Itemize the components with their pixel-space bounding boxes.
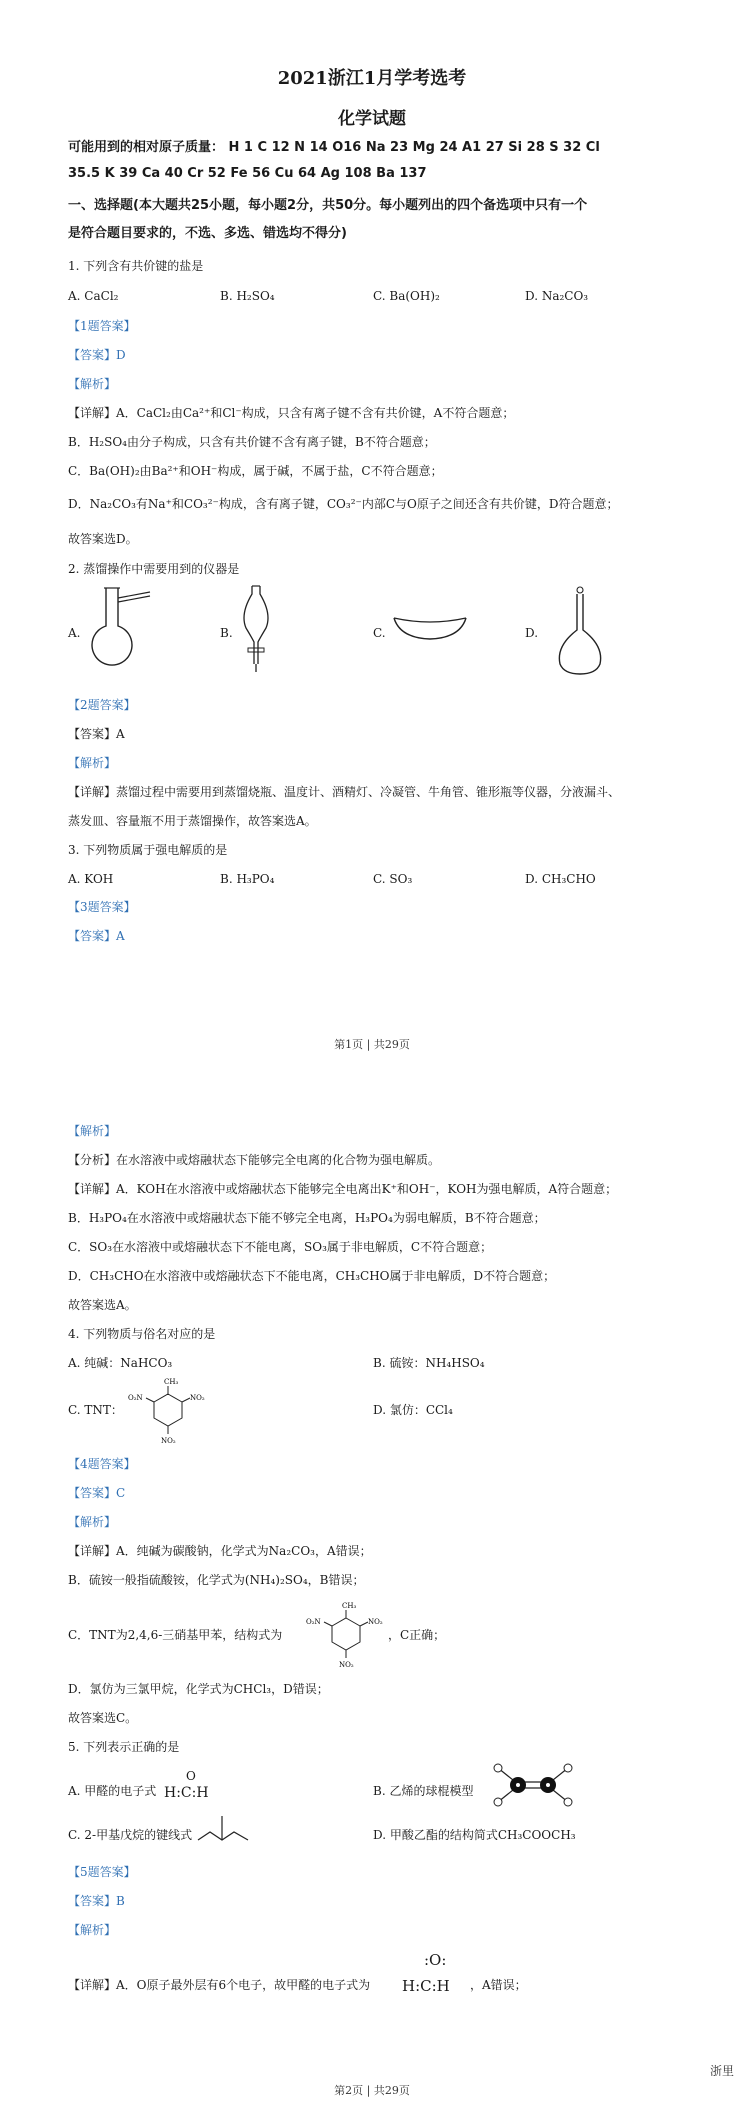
q5-tag: 【5题答案】 — [68, 1865, 136, 1879]
q3-answer: 【答案】A — [68, 929, 125, 943]
svg-text:O₂N: O₂N — [306, 1618, 321, 1626]
q3-fenxi: 【分析】在水溶液中或熔融状态下能够完全电离的化合物为强电解质。 — [68, 1153, 441, 1167]
q1-option-b: B. H₂SO₄ — [220, 289, 275, 303]
q1-stem: 1. 下列含有共价键的盐是 — [68, 259, 204, 273]
q5-option-a-formula: H:C:H — [164, 1785, 209, 1801]
q3-detail-d: D．CH₃CHO在水溶液中或熔融状态下不能电离，CH₃CHO属于非电解质，D不符合题意； — [68, 1269, 556, 1283]
q3-detail-b: B．H₃PO₄在水溶液中或熔融状态下能不够完全电离，H₃PO₄为弱电解质，B不符合题意； — [68, 1211, 546, 1225]
q2-label-a: A. — [68, 626, 81, 640]
q4-option-d: D. 氯仿：CCl₄ — [373, 1403, 453, 1417]
q5-answer: 【答案】B — [68, 1894, 125, 1908]
page-2-footer: 第2页 | 共29页 — [334, 2084, 410, 2097]
q5-option-a: A. 甲醛的电子式 — [68, 1784, 157, 1798]
q4-answer: 【答案】C — [68, 1486, 126, 1500]
q1-detail-d: D．Na₂CO₃有Na⁺和CO₃²⁻构成，含有离子键，CO₃²⁻内部C与O原子之间还含有共价键，D符合题意； — [68, 497, 619, 511]
q1-option-d: D. Na₂CO₃ — [525, 289, 589, 303]
q1-conclusion: 故答案选D。 — [68, 532, 138, 546]
tnt-label-no2-bottom: NO₂ — [161, 1437, 176, 1445]
q3-option-a: A. KOH — [68, 872, 114, 886]
q2-label-c: C. — [373, 626, 386, 640]
section-heading-1: 一、选择题(本大题共25小题，每小题2分，共50分。每小题列出的四个备选项中只有一个 — [68, 198, 588, 213]
q2-label-d: D. — [525, 626, 539, 640]
methylpentane-skeletal-icon — [196, 1812, 252, 1844]
volumetric-flask-icon — [552, 584, 608, 678]
tnt-structure-icon — [128, 1376, 208, 1448]
q2-detail-1: 【详解】蒸馏过程中需要用到蒸馏烧瓶、温度计、酒精灯、冷凝管、牛角管、锥形瓶等仪器，分液漏斗、 — [68, 785, 621, 799]
q4-detail-d: D．氯仿为三氯甲烷，化学式为CHCl₃，D错误； — [68, 1682, 329, 1696]
q3-detail-c: C．SO₃在水溶液中或熔融状态下不能电离，SO₃属于非电解质，C不符合题意； — [68, 1240, 493, 1254]
q4-detail-c-text-1: C．TNT为2,4,6-三硝基甲苯，结构式为 — [68, 1628, 283, 1642]
q5-option-a-o: O — [186, 1769, 196, 1783]
atomic-masses-line-2: 35.5 K 39 Ca 40 Cr 52 Fe 56 Cu 64 Ag 108 Ba 137 — [68, 166, 427, 181]
distillation-flask-icon — [84, 586, 154, 672]
tnt-label-o2n: O₂N — [128, 1394, 143, 1402]
q3-analysis: 【解析】 — [68, 1124, 117, 1138]
q3-option-d: D. CH₃CHO — [525, 872, 596, 886]
q2-stem: 2. 蒸馏操作中需要用到的仪器是 — [68, 562, 240, 576]
q5-option-b: B. 乙烯的球棍模型 — [373, 1784, 474, 1798]
q3-option-c: C. SO₃ — [373, 872, 413, 886]
q2-analysis: 【解析】 — [68, 756, 117, 770]
q5-analysis: 【解析】 — [68, 1923, 117, 1937]
q4-detail-b: B．硫铵一般指硫酸铵，化学式为(NH₄)₂SO₄，B错误； — [68, 1573, 365, 1587]
q1-analysis: 【解析】 — [68, 377, 117, 391]
q5-option-c: C. 2-甲基戊烷的键线式 — [68, 1828, 193, 1842]
q5-option-d: D. 甲酸乙酯的结构简式CH₃COOCH₃ — [373, 1828, 576, 1842]
q5-detail-a-text-2: ，A错误； — [470, 1978, 527, 1992]
q4-tag: 【4题答案】 — [68, 1457, 136, 1471]
q4-conclusion: 故答案选C。 — [68, 1711, 138, 1725]
q1-option-c: C. Ba(OH)₂ — [373, 289, 440, 303]
q5-detail-formula-o: :O: — [424, 1951, 447, 1969]
q4-option-a: A. 纯碱：NaHCO₃ — [68, 1356, 173, 1370]
q4-detail-a: 【详解】A．纯碱为碳酸钠，化学式为Na₂CO₃，A错误； — [68, 1544, 372, 1558]
q4-stem: 4. 下列物质与俗名对应的是 — [68, 1327, 216, 1341]
svg-text:NO₂: NO₂ — [339, 1661, 354, 1669]
page-1-footer: 第1页 | 共29页 — [334, 1038, 410, 1051]
exam-title: 2021浙江1月学考选考 — [277, 68, 467, 89]
svg-text:CH₃: CH₃ — [342, 1602, 357, 1610]
q3-conclusion: 故答案选A。 — [68, 1298, 137, 1312]
q2-tag: 【2题答案】 — [68, 698, 136, 712]
q2-detail-2: 蒸发皿、容量瓶不用于蒸馏操作，故答案选A。 — [68, 814, 317, 828]
tnt-label-no2-right: NO₂ — [190, 1394, 205, 1402]
q2-answer: 【答案】A — [68, 727, 125, 741]
q1-option-a: A. CaCl₂ — [68, 289, 119, 303]
q1-tag: 【1题答案】 — [68, 319, 136, 333]
q3-option-b: B. H₃PO₄ — [220, 872, 275, 886]
q4-analysis: 【解析】 — [68, 1515, 117, 1529]
evaporating-dish-icon — [392, 612, 468, 642]
q5-stem: 5. 下列表示正确的是 — [68, 1740, 180, 1754]
q5-detail-a-text-1: 【详解】A．O原子最外层有6个电子，故甲醛的电子式为 — [68, 1978, 371, 1992]
q4-detail-c-text-2: ，C正确； — [388, 1628, 446, 1642]
tnt-structure-answer-icon — [306, 1600, 386, 1672]
q1-answer: 【答案】D — [68, 348, 126, 362]
section-heading-2: 是符合题目要求的，不选、多选、错选均不得分) — [68, 226, 347, 241]
separatory-funnel-icon — [236, 584, 276, 674]
q1-detail-b: B．H₂SO₄由分子构成，只含有共价键不含有离子键，B不符合题意； — [68, 435, 436, 449]
q3-detail-a: 【详解】A．KOH在水溶液中或熔融状态下能够完全电离出K⁺和OH⁻，KOH为强电解质，A符合题意； — [68, 1182, 618, 1196]
q4-option-c: C. TNT： — [68, 1403, 123, 1417]
q5-detail-formula-hch: H:C:H — [402, 1977, 450, 1995]
q1-detail-a: 【详解】A．CaCl₂由Ca²⁺和Cl⁻构成，只含有离子键不含有共价键，A不符合题意； — [68, 406, 515, 420]
corner-watermark: 浙里 — [709, 2064, 734, 2078]
page-2 — [0, 1080, 744, 2104]
atomic-masses-line-1: 可能用到的相对原子质量： H 1 C 12 N 14 O16 Na 23 Mg 24 A1 27 Si 28 S 32 Cl — [68, 140, 600, 155]
tnt-label-ch3: CH₃ — [164, 1378, 179, 1386]
q3-tag: 【3题答案】 — [68, 900, 136, 914]
q1-detail-c: C．Ba(OH)₂由Ba²⁺和OH⁻构成，属于碱，不属于盐，C不符合题意； — [68, 464, 443, 478]
svg-text:NO₂: NO₂ — [368, 1618, 383, 1626]
q4-option-b: B. 硫铵：NH₄HSO₄ — [373, 1356, 485, 1370]
ethylene-ball-stick-icon — [488, 1760, 578, 1810]
exam-subtitle: 化学试题 — [338, 109, 406, 129]
q3-stem: 3. 下列物质属于强电解质的是 — [68, 843, 228, 857]
q2-label-b: B. — [220, 626, 233, 640]
